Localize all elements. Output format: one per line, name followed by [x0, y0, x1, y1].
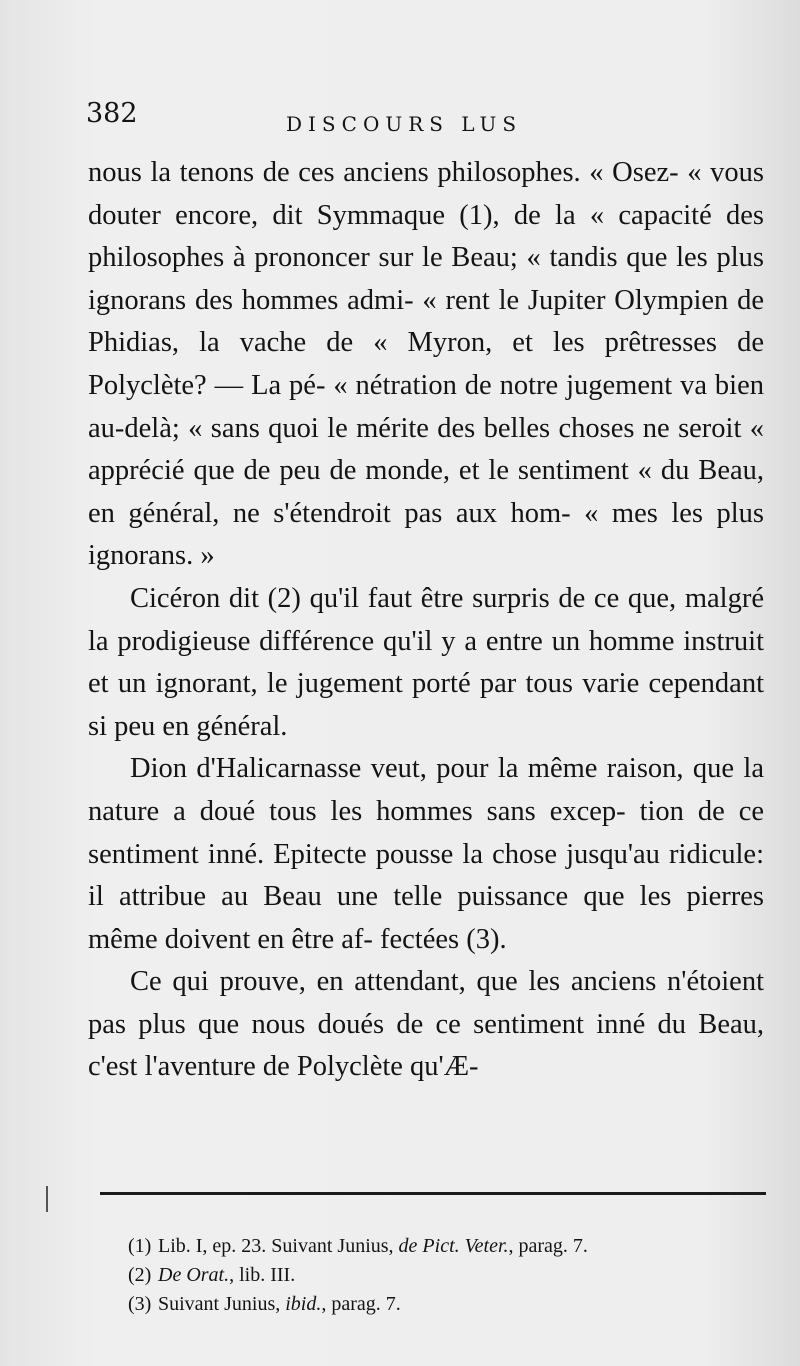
- footnote-number: (3): [128, 1293, 152, 1315]
- running-head: DISCOURS LUS: [286, 112, 523, 136]
- footnote-text-end: , lib. III.: [229, 1264, 296, 1286]
- paragraph-4: Ce qui prouve, en attendant, que les anciens n'étoient pas plus que nous doués de ce sentiment inné du Beau, c'est l'aventure de Polyclète qu'Æ-: [88, 966, 764, 1083]
- footnote-text-end: , parag. 7.: [508, 1235, 588, 1257]
- page-header: [86, 98, 766, 138]
- footnote-number: (2): [128, 1264, 152, 1286]
- footnote-text: Lib. I, ep. 23. Suivant Junius,: [158, 1235, 399, 1257]
- paragraph-2: Cicéron dit (2) qu'il faut être surpris de ce que, malgré la prodigieuse différence qu'il y a entre un homme instruit et un ignorant, le jugement porté par tous varie cependant si peu en général.: [88, 582, 764, 742]
- paragraph-3: Dion d'Halicarnasse veut, pour la même raison, que la nature a doué tous les hommes sans excep- tion de ce sentiment inné. Epitecte pousse la chose jusqu'au ridicule: il attribue au Beau une telle puissance que les pierres même doivent en être af- fectées (3).: [88, 753, 764, 955]
- body-text: [88, 152, 764, 1089]
- footnote-text: Suivant Junius,: [158, 1293, 286, 1315]
- footnote-italic-title: ibid.: [285, 1293, 322, 1315]
- footnote-3: [128, 1290, 788, 1319]
- footnotes: [128, 1232, 788, 1319]
- footnote-1: [128, 1232, 788, 1261]
- margin-mark: [46, 1186, 48, 1212]
- paragraph-1: nous la tenons de ces anciens philosophes. « Osez- « vous douter encore, dit Symmaque (1), de la « capacité des philosophes à prononcer sur le Beau; « tandis que les plus ignorans des hommes admi- « rent le Jupiter Olympien de Phidias, la vache de « Myron, et les prêtresses de Polyclète? — La pé- « nétration de notre jugement va bien au-delà; « sans quoi le mérite des belles choses ne seroit « apprécié que de peu de monde, et le sentiment « du Beau, en général, ne s'étendroit pas aux hom- « mes les plus ignorans. »: [88, 157, 764, 572]
- footnote-italic-title: de Pict. Veter.: [398, 1235, 509, 1257]
- footnote-italic-title: De Orat.: [158, 1264, 230, 1286]
- footnote-number: (1): [128, 1235, 152, 1257]
- page-number: 382: [86, 98, 138, 129]
- footnote-text-end: , parag. 7.: [321, 1293, 401, 1315]
- footnote-rule: [100, 1192, 766, 1195]
- footnote-2: [128, 1261, 788, 1290]
